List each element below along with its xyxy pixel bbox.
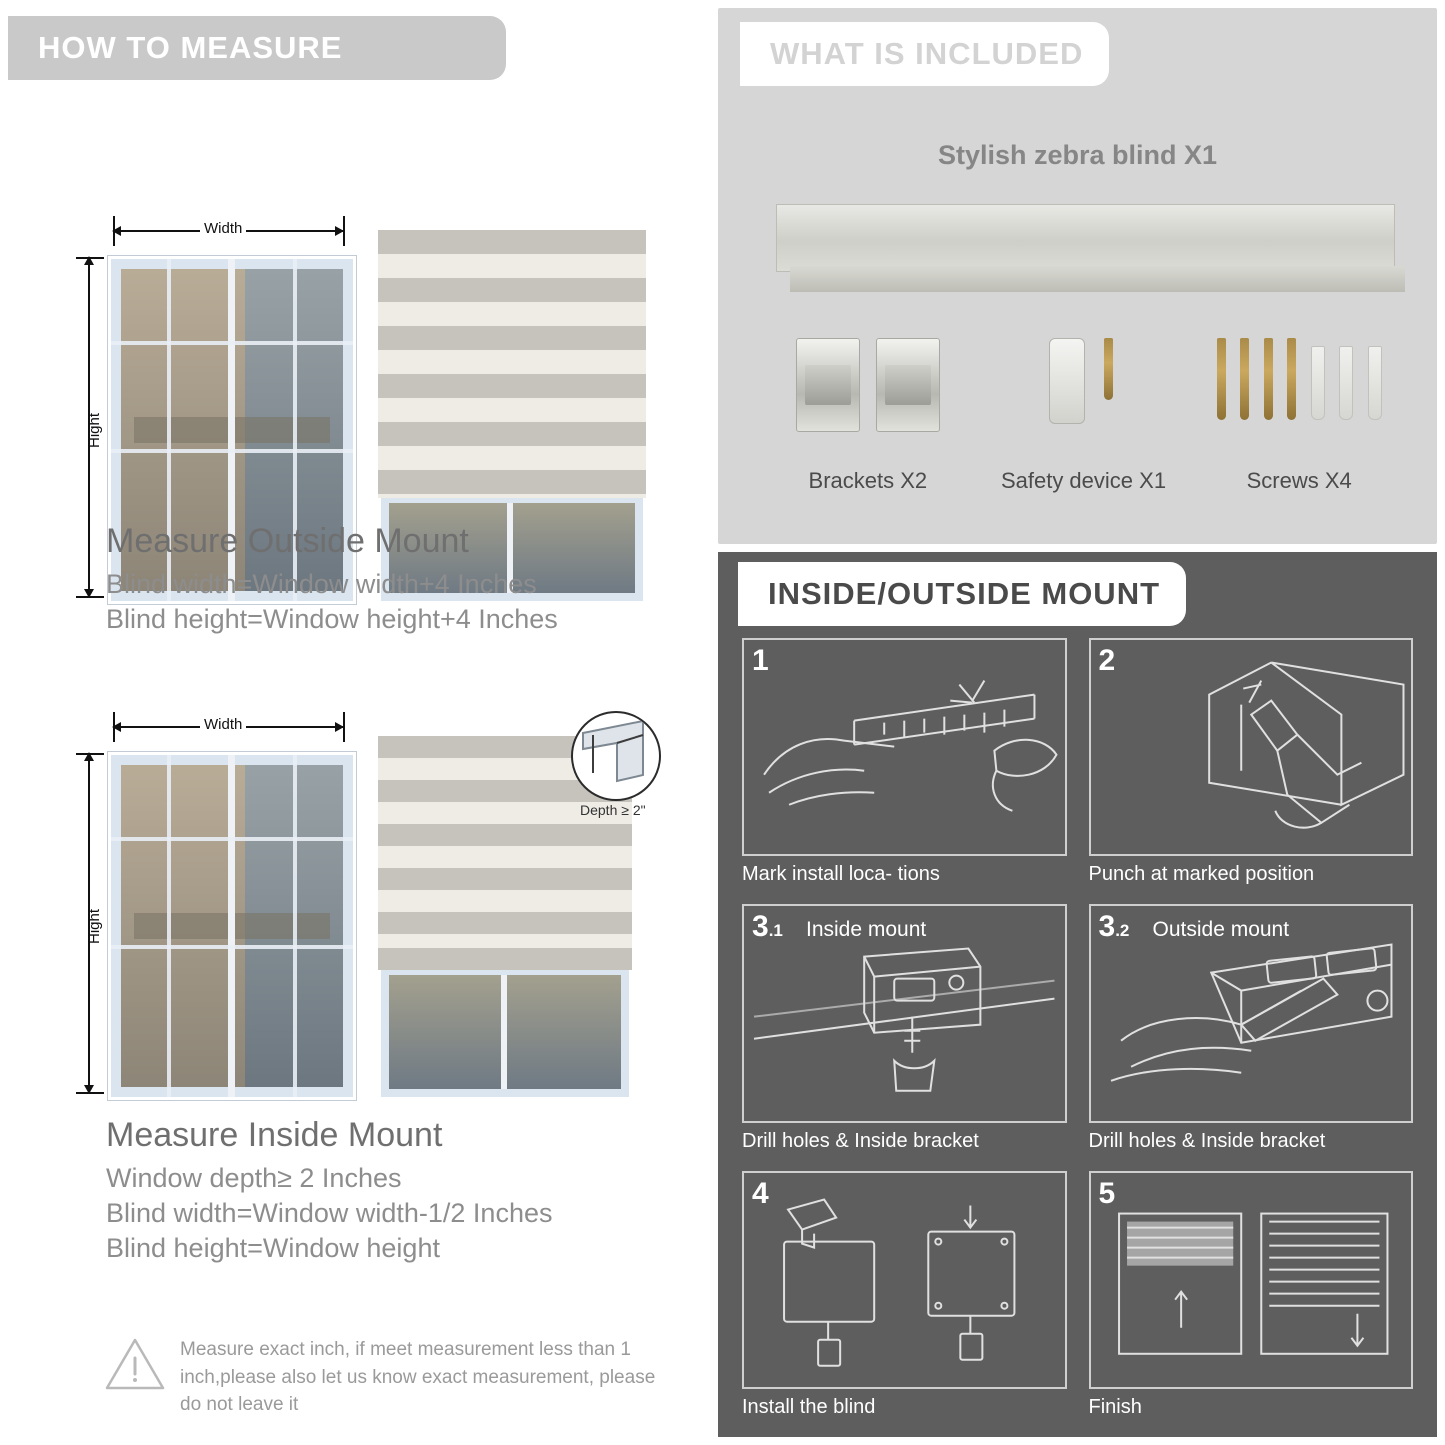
window-grid-h1-inside [111,837,353,841]
step-3-1-major: 3 [752,910,769,944]
step-4-number: 4 [752,1176,769,1210]
window-grid-v2-inside [293,755,297,1097]
screw-icon-3 [1264,338,1273,420]
step-2-caption: Punch at marked position [1088,863,1315,886]
warning-triangle-icon [104,1336,166,1392]
headrail-bottom [790,266,1405,292]
bracket-icon-1 [796,338,860,432]
zebra-fabric-outside [378,230,646,498]
anchor-icon-2 [1339,346,1353,420]
measurement-warning-note [104,1336,664,1419]
width-tick-left [113,216,115,246]
safety-device-icon [1049,338,1085,424]
depth-detail-icon [573,713,659,799]
step-3-2-sublabel: Outside mount [1152,918,1290,942]
height-tick-top-2 [76,753,104,755]
height-tick-top [76,257,104,259]
outside-mount-diagram [8,108,708,508]
headrail-top [776,204,1395,272]
step-3-2-minor: .2 [1115,921,1130,941]
step-3-2-major: 3 [1098,910,1116,944]
inside-mount-line-3: Blind height=Window height [106,1233,440,1263]
finished-blind-icon [1091,1173,1412,1387]
window-grid-v1-inside [167,755,171,1097]
step-5-illustration [1089,1171,1414,1389]
width-dim-label: Width [200,220,246,237]
brackets-label: Brackets X2 [808,468,928,493]
width-tick-left-2 [113,712,115,742]
step-4-caption: Install the blind [742,1395,876,1418]
step-3-2-number [1099,910,1130,944]
anchor-icon-3 [1368,346,1382,420]
outside-mount-line-1: Blind width=Window width+4 Inches [106,569,537,599]
step-5-number: 5 [1098,1176,1116,1210]
window-mullion-vertical-inside [228,755,235,1097]
step-4 [742,1171,1067,1419]
step-1 [742,638,1067,886]
how-to-measure-heading: HOW TO MEASURE [8,16,506,80]
step-3-1-number [752,910,783,944]
step-2-number: 2 [1098,644,1116,677]
outside-mount-title: Measure Outside Mount [106,522,469,560]
window-grid-h2-inside [111,945,353,949]
layout-columns [8,8,1437,1437]
headrail-illustration [776,204,1395,296]
step-1-caption: Mark install loca- tions [742,863,940,886]
screws-label: Screws X4 [1246,468,1352,493]
drill-icon [1091,640,1412,854]
included-part-screws [1191,338,1407,493]
step-3-1-minor: .1 [768,921,783,941]
included-product-title: Stylish zebra blind X1 [937,140,1218,170]
hand-measuring-tape-icon [744,640,1065,854]
warning-note-text: Measure exact inch, if meet measurement less than 1 inch,please also let us know exact measurement, please do not leave it [180,1339,656,1416]
installation-steps [742,638,1413,1419]
inside-mount-title: Measure Inside Mount [106,1116,443,1154]
step-1-illustration [742,638,1067,856]
inside-mount-line-2: Blind width=Window width-1/2 Inches [106,1198,553,1228]
depth-detail-circle [571,711,661,801]
step-1-number: 1 [752,644,769,677]
step-2 [1089,638,1414,886]
step-3-2-illustration [1089,904,1414,1122]
height-dim-label: Hight [86,412,103,448]
step-3-1-caption: Drill holes & Inside bracket [742,1129,979,1152]
inside-mount-diagram [8,706,708,1106]
inside-outside-mount-panel [718,552,1437,1437]
step-3-2 [1089,904,1414,1152]
screw-icon-1 [1217,338,1226,420]
inside-mount-text [80,1110,720,1268]
step-3-2-caption: Drill holes & Inside bracket [1088,1129,1326,1152]
inside-mount-line-1: Window depth≥ 2 Inches [106,1163,402,1193]
included-part-safety-device [976,338,1192,493]
inside-outside-mount-heading: INSIDE/OUTSIDE MOUNT [738,562,1186,626]
screw-icon-2 [1240,338,1249,420]
right-column [718,8,1437,1437]
included-part-brackets [760,338,976,493]
included-parts-list [760,338,1407,493]
install-blind-icon [744,1173,1065,1387]
what-is-included-heading: WHAT IS INCLUDED [740,22,1109,86]
what-is-included-panel [718,8,1437,544]
safety-device-label: Safety device X1 [1000,468,1167,493]
step-2-illustration [1089,638,1414,856]
width-dim-label-2: Width [200,716,246,733]
height-tick-bottom-2 [76,1092,104,1094]
step-5 [1089,1171,1414,1419]
bracket-icon-2 [876,338,940,432]
window-grid-h2 [111,449,353,453]
step-5-caption: Finish [1088,1395,1142,1418]
window-illustration-inside [108,752,356,1100]
blind-window-base-inside [378,964,632,1100]
height-dim-label-2: Hight [86,908,103,944]
anchor-icon-1 [1311,346,1325,420]
depth-label: Depth ≥ 2" [580,802,646,818]
screw-icon-4 [1287,338,1296,420]
window-grid-h1 [111,341,353,345]
width-tick-right [343,216,345,246]
outside-mount-line-2: Blind height=Window height+4 Inches [106,604,558,634]
width-tick-right-2 [343,712,345,742]
step-3-1-illustration [742,904,1067,1122]
how-to-measure-panel [8,8,708,1437]
step-3-1 [742,904,1067,1152]
step-4-illustration [742,1171,1067,1389]
blind-window-glass-inside [389,975,621,1089]
step-3-1-sublabel: Inside mount [806,918,927,942]
outside-mount-text [80,516,720,639]
safety-screw-icon [1104,338,1113,400]
